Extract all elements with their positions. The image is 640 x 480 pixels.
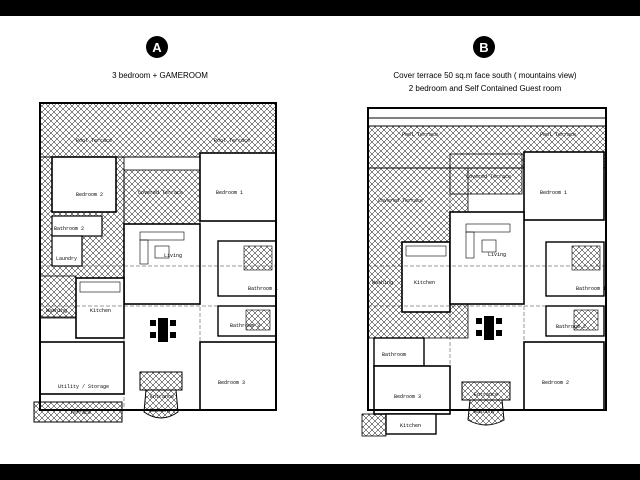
plan-b-balcony-label: Balcony: [474, 409, 496, 415]
plan-b-chair-4: [496, 330, 502, 336]
plan-a-bathroom-2-label: Bathroom 2: [54, 226, 85, 232]
plan-a-entrance-label: Entrance: [150, 394, 175, 400]
plan-a-covered-terrace: [124, 170, 200, 224]
plan-b-covered-terrace-left-label: Covered Terrace: [378, 198, 424, 204]
plan-b-south-hatch: [362, 414, 386, 436]
plan-b-bedroom-2-label: Bedroom 2: [542, 380, 570, 386]
plan-a-badge: A: [146, 36, 168, 58]
plan-a-chair-4: [170, 332, 176, 338]
plan-b-bathroom-2-label: Bathroom 2: [556, 324, 587, 330]
plan-b-pool-terrace-left-label: Pool Terrace: [402, 132, 439, 138]
plan-a-bedroom-1-label: Bedroom 1: [216, 190, 244, 196]
plan-a-bedroom-3: [200, 342, 276, 410]
plan-a-pool-terrace-right-label: Pool Terrace: [214, 138, 251, 144]
plan-a-living: [124, 224, 200, 304]
plan-a-pool-terrace-left-label: Pool Terrace: [76, 138, 113, 144]
plan-a-washing-label: Washing: [46, 308, 68, 314]
plan-a-kitchen-label: Kitchen: [90, 308, 112, 314]
plan-b-covered-terrace-top-label: Covered Terrace: [466, 174, 512, 180]
plan-a: [34, 103, 278, 422]
plan-a-entrance: [140, 372, 182, 390]
plan-a-bathroom-1-label: Bathroom 1: [248, 286, 279, 292]
floor-plans-drawing: [0, 16, 640, 464]
plan-a-chair-3: [170, 320, 176, 326]
plan-b-chair-1: [476, 318, 482, 324]
plan-a-bedroom-1: [200, 153, 276, 221]
plan-b-kitchen-label: Kitchen: [414, 280, 436, 286]
plan-a-chair-1: [150, 320, 156, 326]
plan-a-terrace-label: Terrace: [70, 410, 92, 416]
plan-b-pool-terrace-right-label: Pool Terrace: [540, 132, 577, 138]
plan-b-kitchen-small-label: Kitchen: [400, 423, 422, 429]
plan-b-washing-label: Washing: [372, 280, 394, 286]
plan-a-laundry-label: Laundry: [56, 256, 78, 262]
plan-a-bedroom-2-label: Bedroom 2: [76, 192, 104, 198]
plan-a-bedroom-3-label: Bedroom 3: [218, 380, 246, 386]
plan-a-pool-terrace-zone: [40, 103, 276, 157]
plan-b-kitchen: [402, 242, 450, 312]
plan-b-living: [450, 212, 524, 304]
plan-a-living-label: Living: [164, 253, 183, 259]
plan-a-bathroom-1-tiles: [244, 246, 272, 270]
plan-a-dining-table: [158, 318, 168, 342]
plan-b-bedroom-2: [524, 342, 604, 410]
plan-b-badge: B: [473, 36, 495, 58]
plan-a-caption: 3 bedroom + GAMEROOM: [112, 71, 208, 80]
plan-b-bedroom-3-label: Bedroom 3: [394, 394, 422, 400]
plan-b-pool-terrace-strip: [368, 108, 606, 118]
plan-a-utility-label: Utility / Storage: [58, 384, 110, 390]
plan-b-dining-table: [484, 316, 494, 340]
plan-b-bedroom-1-label: Bedroom 1: [540, 190, 568, 196]
plan-a-balcony-label: Balcony: [150, 408, 172, 414]
plan-b-chair-3: [496, 318, 502, 324]
floor-plan-sheet: [0, 16, 640, 464]
plan-b-bathroom-1-label: Bathroom 1: [576, 286, 607, 292]
plan-b-bedroom-3: [374, 366, 450, 414]
plan-b: [362, 108, 606, 436]
plan-a-bedroom-2: [52, 157, 116, 212]
plan-b-bathroom-1-tiles: [572, 246, 600, 270]
plan-a-bathroom-3-label: Bathroom 3: [230, 323, 261, 329]
plan-a-covered-terrace-label: Covered Terrace: [138, 190, 184, 196]
plan-b-caption-line-2: 2 bedroom and Self Contained Guest room: [408, 84, 562, 93]
plan-b-bathroom-label: Bathroom: [382, 352, 407, 358]
plan-b-living-label: Living: [488, 252, 507, 258]
plan-b-entrance-label: Entrance: [474, 392, 499, 398]
plan-a-chair-2: [150, 332, 156, 338]
plan-b-bedroom-1: [524, 152, 604, 220]
plan-b-caption-line-1: Cover terrace 50 sq.m face south ( mountains view): [393, 71, 577, 80]
plan-b-chair-2: [476, 330, 482, 336]
